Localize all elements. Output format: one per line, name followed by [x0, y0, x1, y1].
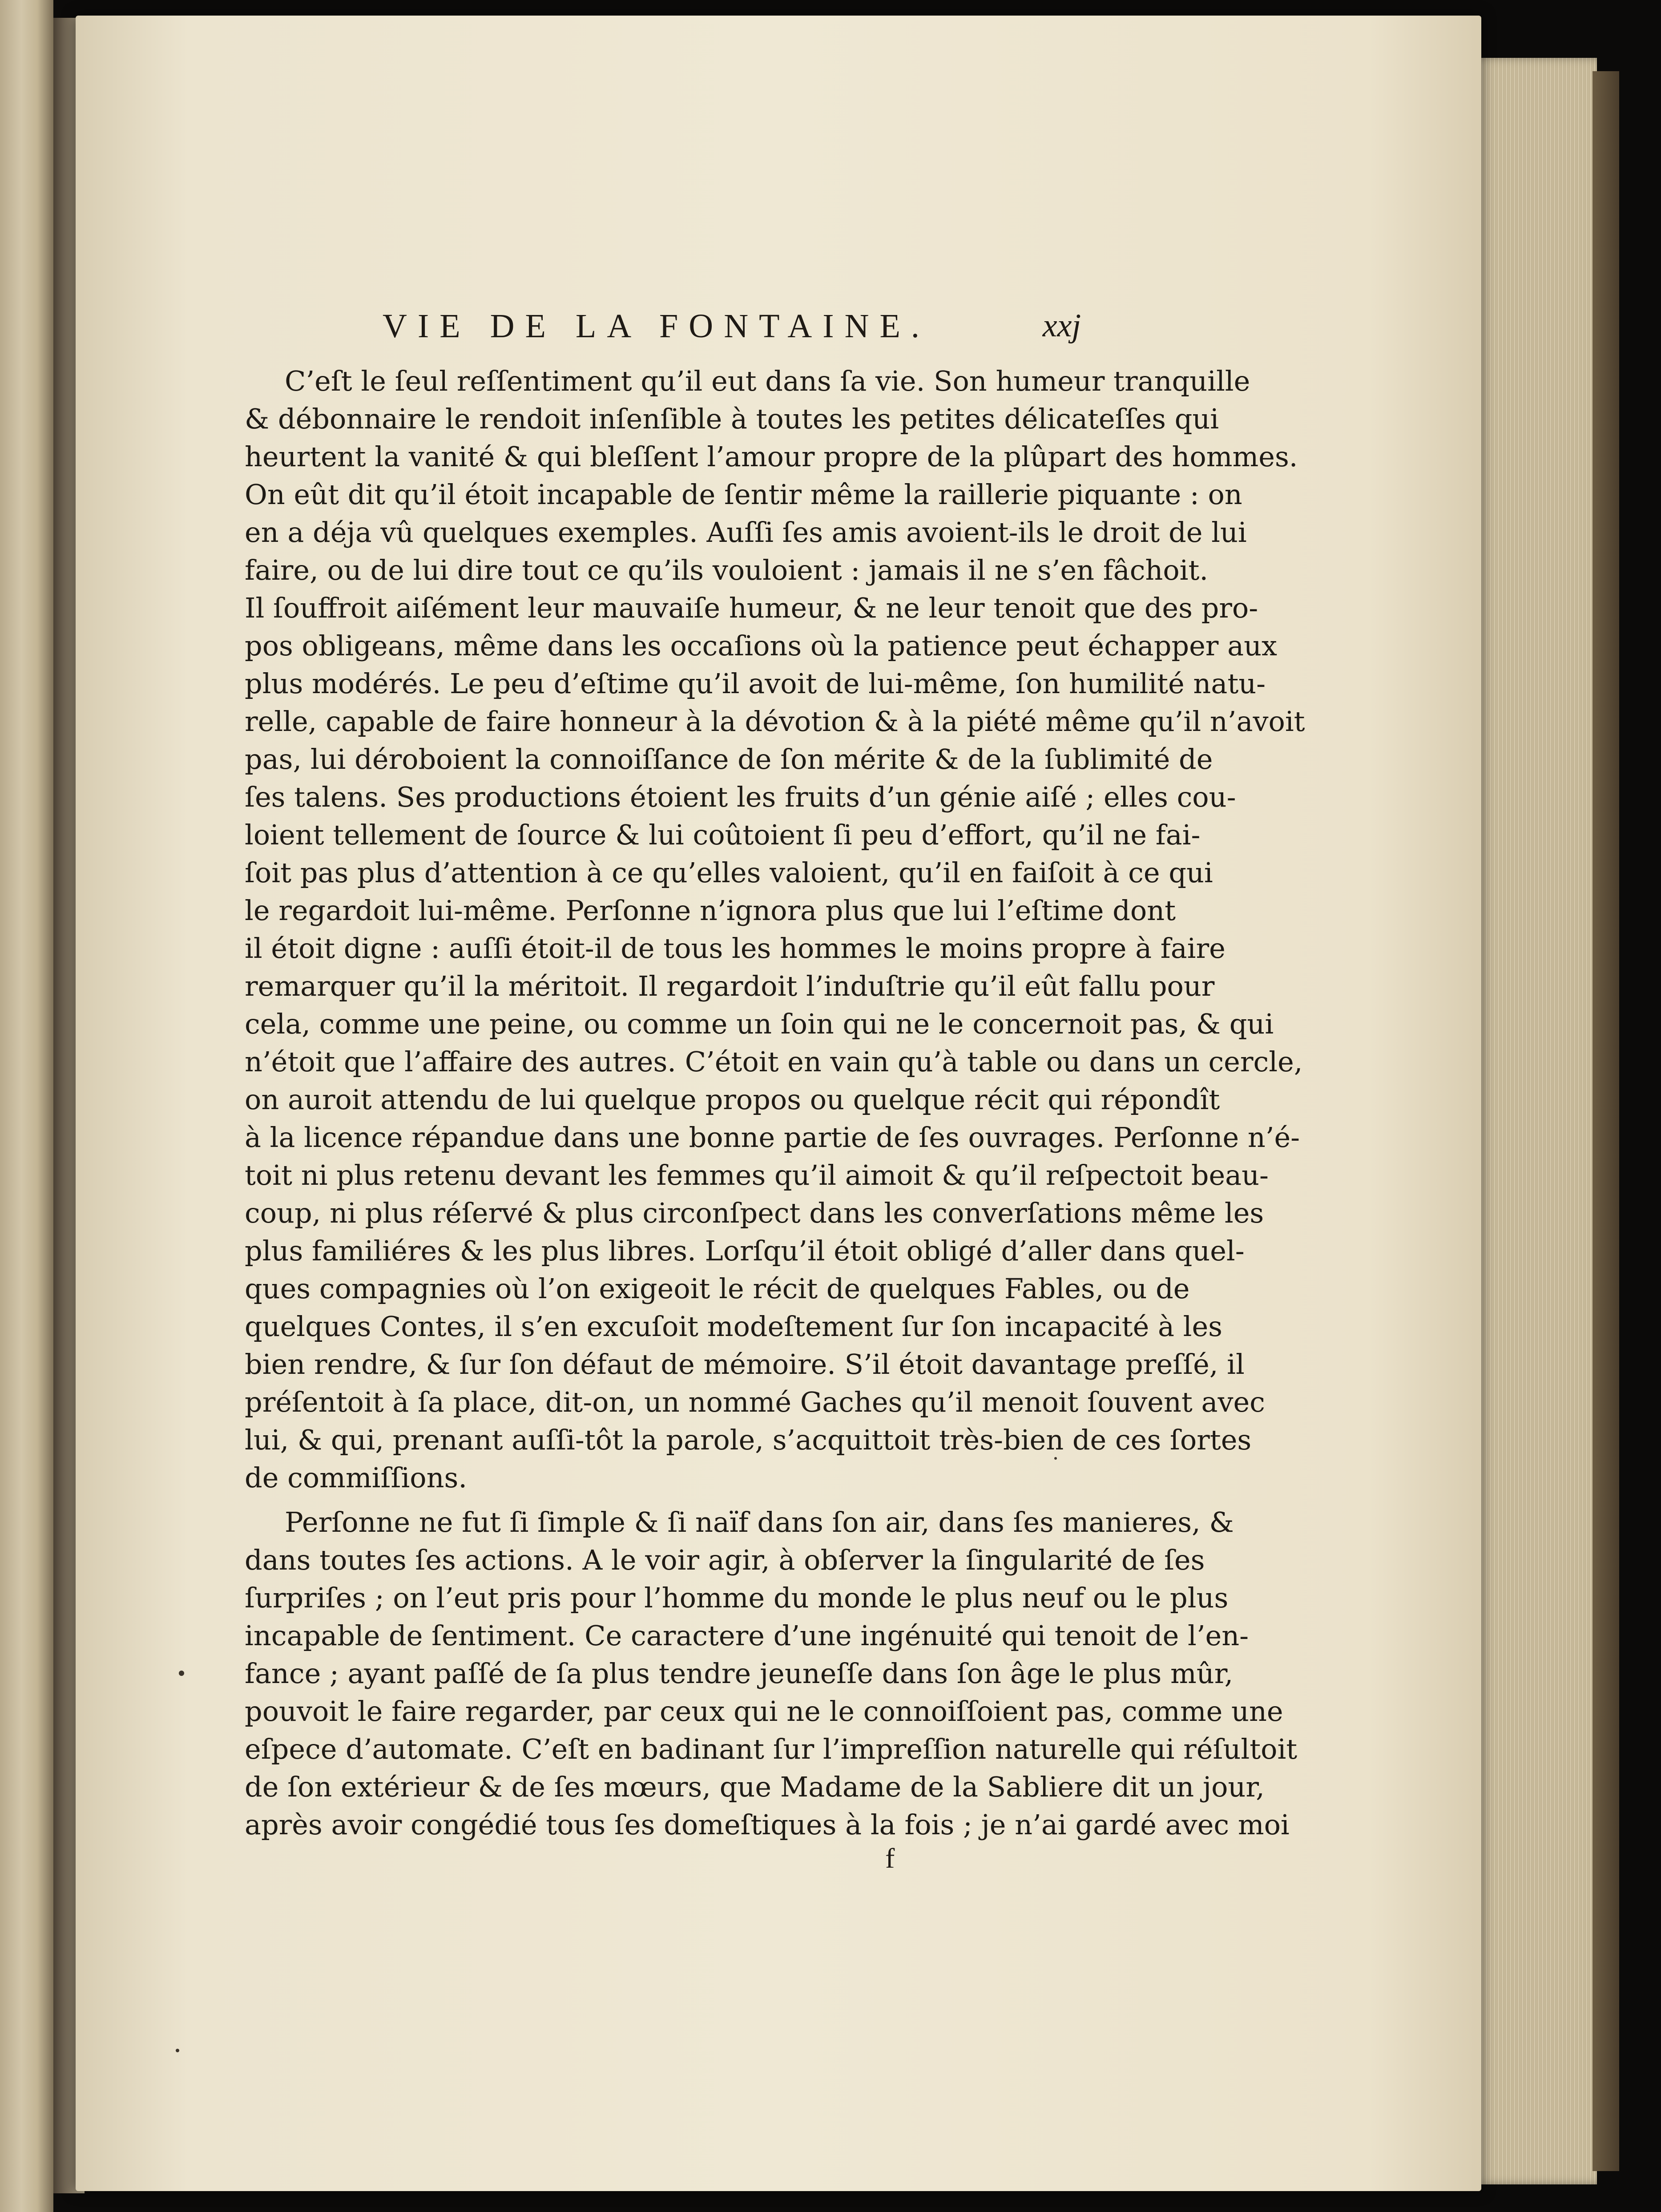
cover-edge [1592, 71, 1619, 2171]
text-line: en a déja vû quelques exemples. Auſſi ſes amis avoient-ils le droit de lui [245, 516, 1247, 549]
text-line: ſoit pas plus d’attention à ce qu’elles valoient, qu’il en faiſoit à ce qui [245, 856, 1213, 889]
text-line: heurtent la vanité & qui bleſſent l’amour propre de la plûpart des hommes. [245, 440, 1298, 473]
text-line: On eût dit qu’il étoit incapable de ſentir même la raillerie piquante : on [245, 478, 1242, 511]
text-line: de ſon extérieur & de ſes mœurs, que Madame de la Sabliere dit un jour, [245, 1771, 1265, 1803]
text-line: Il ſouffroit aiſément leur mauvaiſe humeur, & ne leur tenoit que des pro- [245, 592, 1258, 624]
text-line: eſpece d’automate. C’eſt en badinant ſur l’impreſſion naturelle qui réſultoit [245, 1733, 1298, 1765]
text-line: de commiſſions. [245, 1461, 468, 1494]
text-line: loient tellement de ſource & lui coûtoient ſi peu d’effort, qu’il ne fai- [245, 819, 1201, 851]
ink-speck [179, 1671, 184, 1676]
running-head [245, 307, 1081, 347]
text-line: plus modérés. Le peu d’eſtime qu’il avoit de lui-même, ſon humilité natu- [245, 667, 1266, 700]
text-line: préſentoit à ſa place, dit-on, un nommé Gaches qu’il menoit ſouvent avec [245, 1386, 1265, 1418]
text-line: fance ; ayant paſſé de ſa plus tendre jeuneſſe dans ſon âge le plus mûr, [245, 1657, 1234, 1690]
text-line: lui, & qui, prenant auſſi-tôt la parole, s’acquittoit très-bien de ces ſortes [245, 1424, 1252, 1456]
text-line: & débonnaire le rendoit inſenſible à toutes les petites délicateſſes qui [245, 403, 1219, 435]
text-line: après avoir congédié tous ſes domeſtiques à la fois ; je n’ai gardé avec moi [245, 1808, 1290, 1841]
text-line: cela, comme une peine, ou comme un ſoin qui ne le concernoit pas, & qui [245, 1008, 1274, 1040]
text-line: pas, lui déroboient la connoiſſance de ſon mérite & de la ſublimité de [245, 743, 1213, 775]
text-line: bien rendre, & ſur ſon défaut de mémoire. S’il étoit davantage preſſé, il [245, 1348, 1245, 1380]
text-line: ſes talens. Ses productions étoient les fruits d’un génie aiſé ; elles cou- [245, 781, 1236, 813]
text-line: dans toutes ſes actions. A le voir agir, à obſerver la ſingularité de ſes [245, 1544, 1205, 1576]
page-number: xxj [1042, 307, 1081, 344]
text-line: n’étoit que l’affaire des autres. C’étoit en vain qu’à table ou dans un cercle, [245, 1045, 1303, 1078]
text-line: il étoit digne : auſſi étoit-il de tous les hommes le moins propre à faire [245, 932, 1226, 965]
text-line: on auroit attendu de lui quelque propos ou quelque récit qui répondît [245, 1083, 1220, 1116]
text-line: pos obligeans, même dans les occaſions où la patience peut échapper aux [245, 630, 1277, 662]
running-title: VIE DE LA FONTAINE. [383, 307, 930, 345]
text-line: C’eſt le ſeul reſſentiment qu’il eut dans ſa vie. Son humeur tranquille [285, 365, 1250, 397]
text-line: plus familiéres & les plus libres. Lorſqu’il étoit obligé d’aller dans quel- [245, 1235, 1245, 1267]
text-line: ſurpriſes ; on l’eut pris pour l’homme du monde le plus neuf ou le plus [245, 1582, 1229, 1614]
ink-speck [176, 2049, 179, 2052]
page-fore-edge [1468, 58, 1597, 2184]
text-line: coup, ni plus réſervé & plus circonſpect dans les converſations même les [245, 1197, 1264, 1229]
left-page-edge [0, 0, 53, 2212]
text-line: pouvoit le faire regarder, par ceux qui ne le connoiſſoient pas, comme une [245, 1695, 1283, 1728]
text-line: à la licence répandue dans une bonne partie de ſes ouvrages. Perſonne n’é- [245, 1121, 1300, 1154]
signature-mark: f [885, 1842, 895, 1874]
text-line: remarquer qu’il la méritoit. Il regardoit l’induſtrie qu’il eût fallu pour [245, 970, 1215, 1002]
text-line: relle, capable de faire honneur à la dévotion & à la piété même qu’il n’avoit [245, 705, 1305, 738]
text-line: quelques Contes, il s’en excuſoit modeſtement ſur ſon incapacité à les [245, 1310, 1222, 1343]
text-line: toit ni plus retenu devant les femmes qu’il aimoit & qu’il reſpectoit beau- [245, 1159, 1269, 1191]
text-line: incapable de ſentiment. Ce caractere d’une ingénuité qui tenoit de l’en- [245, 1619, 1249, 1652]
text-line: Perſonne ne fut ſi ſimple & ſi naïf dans ſon air, dans ſes manieres, & [285, 1506, 1234, 1538]
text-line: le regardoit lui-même. Perſonne n’ignora plus que lui l’eſtime dont [245, 894, 1176, 927]
text-line: faire, ou de lui dire tout ce qu’ils vouloient : jamais il ne s’en fâchoit. [245, 554, 1209, 586]
text-line: ques compagnies où l’on exigeoit le récit de quelques Fables, ou de [245, 1272, 1190, 1305]
